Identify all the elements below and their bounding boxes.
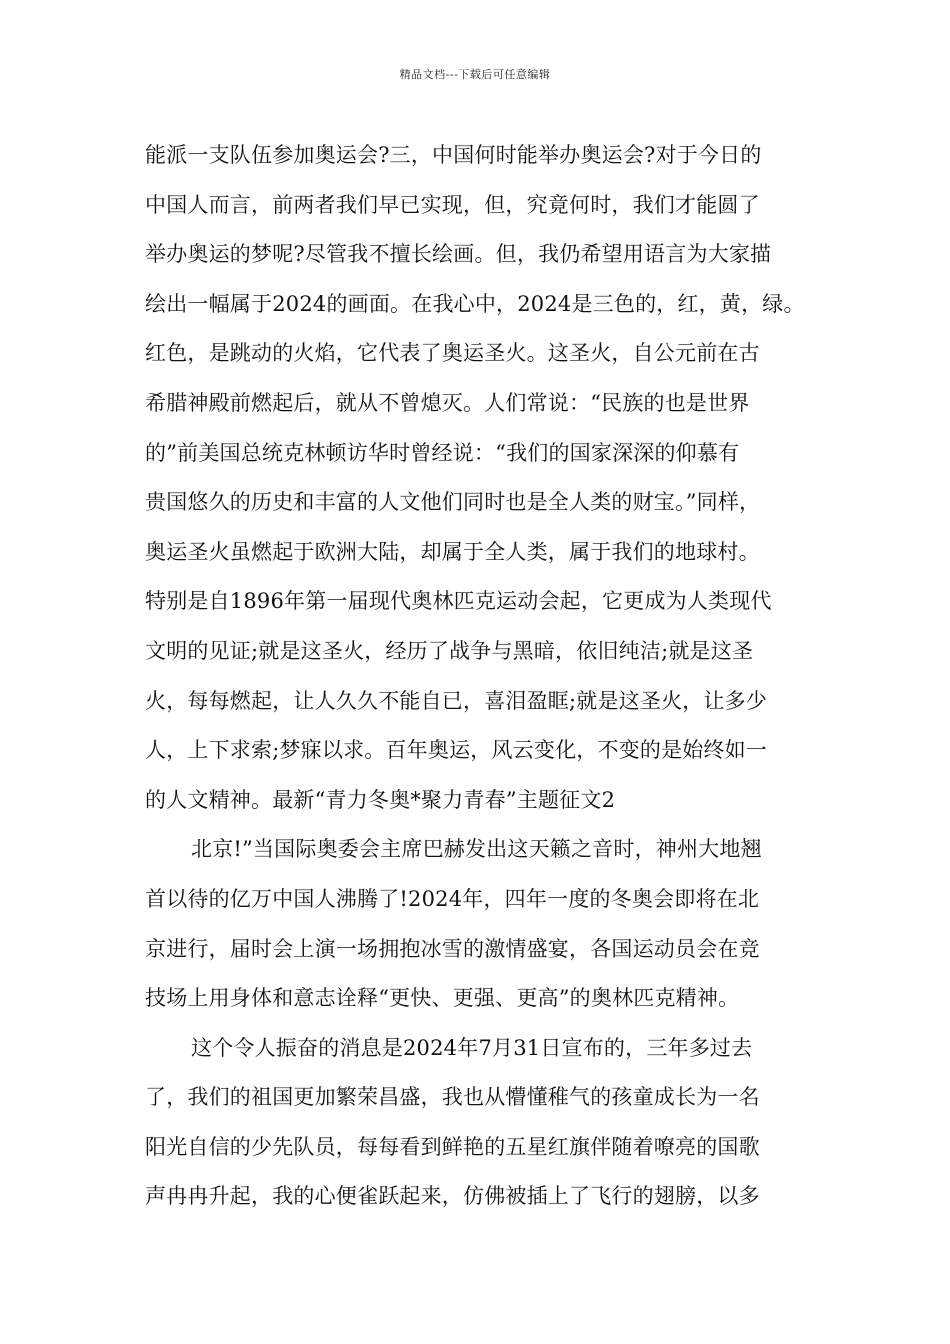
- text-line: 能派一支队伍参加奥运会?三，中国何时能举办奥运会?对于今日的: [145, 143, 762, 167]
- text-line: 了，我们的祖国更加繁荣昌盛，我也从懵懂稚气的孩童成长为一名: [145, 1085, 760, 1110]
- text-line: 中国人而言，前两者我们早已实现，但，究竟何时，我们才能圆了: [145, 192, 760, 217]
- text-line: 文明的见证;就是这圣火，经历了战争与黑暗，依旧纯洁;就是这圣: [145, 638, 754, 663]
- page-header: 精品文档---下载后可任意编辑: [399, 68, 551, 81]
- text-line: 京进行，届时会上演一场拥抱冰雪的激情盛宴，各国运动员会在竞: [145, 936, 760, 961]
- text-line: 北京!”当国际奥委会主席巴赫发出这天籁之音时，神州大地翘: [191, 837, 762, 862]
- text-line: 红色，是跳动的火焰，它代表了奥运圣火。这圣火，自公元前在古: [145, 341, 760, 366]
- text-line: 奥运圣火虽燃起于欧洲大陆，却属于全人类，属于我们的地球村。: [145, 539, 760, 564]
- text-line: 贵国悠久的历史和丰富的人文他们同时也是全人类的财宝。”同样，: [145, 490, 761, 515]
- text-line: 火，每每燃起，让人久久不能自已，喜泪盈眶;就是这圣火，让多少: [145, 688, 768, 713]
- text-line: 人，上下求索;梦寐以求。百年奥运，风云变化，不变的是始终如一: [145, 738, 768, 763]
- text-line: 的人文精神。最新“青力冬奥*聚力青春”主题征文2: [145, 787, 616, 812]
- text-line: 举办奥运的梦呢?尽管我不擅长绘画。但，我仍希望用语言为大家描: [145, 242, 772, 267]
- paragraph: [145, 1024, 813, 1222]
- text-line: 绘出一幅属于2024的画面。在我心中，2024是三色的，红，黄，绿。: [145, 291, 805, 316]
- text-line: 希腊神殿前燃起后，就从不曾熄灭。人们常说：“民族的也是世界: [145, 390, 750, 415]
- text-line: 特别是自1896年第一届现代奥林匹克运动会起，它更成为人类现代: [145, 589, 772, 614]
- text-line: 的”前美国总统克林顿访华时曾经说：“我们的国家深深的仰慕有: [145, 440, 740, 465]
- document-body: [145, 131, 813, 1222]
- text-line: 阳光自信的少先队员，每每看到鲜艳的五星红旗伴随着嘹亮的国歌: [145, 1134, 760, 1159]
- text-line: 技场上用身体和意志诠释“更快、更强、更高”的奥林匹克精神。: [145, 986, 740, 1011]
- paragraph: [145, 825, 813, 1023]
- paragraph: [145, 131, 813, 825]
- text-line: 这个令人振奋的消息是2024年7月31日宣布的，三年多过去: [191, 1035, 753, 1060]
- text-line: 声冉冉升起，我的心便雀跃起来，仿佛被插上了飞行的翅膀，以多: [145, 1184, 760, 1209]
- text-line: 首以待的亿万中国人沸腾了!2024年，四年一度的冬奥会即将在北: [145, 886, 760, 911]
